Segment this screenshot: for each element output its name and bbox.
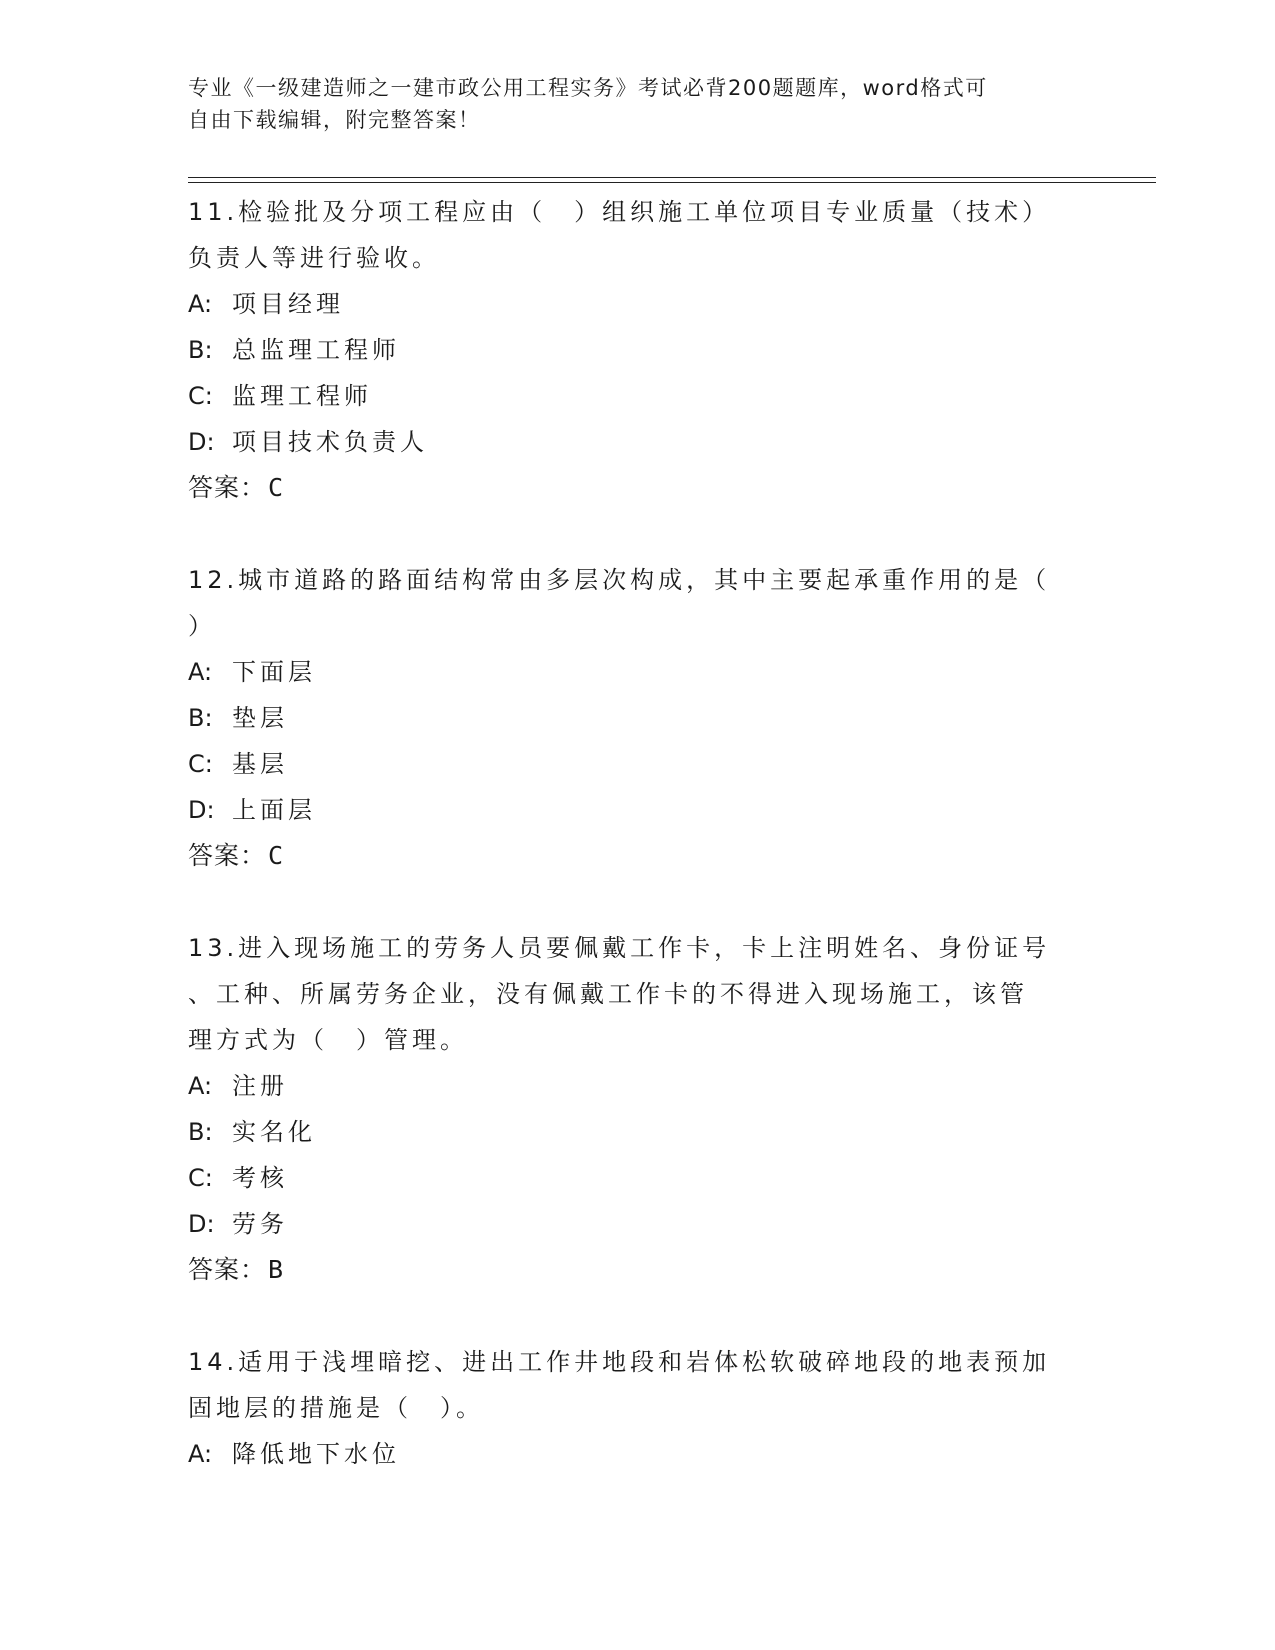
option-a (188, 281, 1088, 327)
option-text: 实名化 (232, 1118, 316, 1146)
option-letter: C: (188, 1164, 213, 1192)
option-letter: B: (188, 704, 213, 732)
option-letter: A: (188, 290, 213, 318)
option-d (188, 1201, 1088, 1247)
question-spacer (188, 1293, 1088, 1339)
question-text-line: 12.城市道路的路面结构常由多层次构成，其中主要起承重作用的是（ (188, 566, 1051, 594)
option-letter: B: (188, 336, 213, 364)
option-text: 项目技术负责人 (232, 428, 428, 456)
question-text-line: 、工种、所属劳务企业，没有佩戴工作卡的不得进入现场施工，该管 (188, 980, 1028, 1008)
option-c (188, 373, 1088, 419)
question-13 (188, 925, 1088, 1293)
answer-value: C (268, 473, 285, 502)
option-text: 上面层 (232, 796, 316, 824)
option-b (188, 327, 1088, 373)
option-d (188, 787, 1088, 833)
option-letter: D: (188, 1210, 215, 1238)
option-letter: D: (188, 796, 215, 824)
option-text: 基层 (232, 750, 288, 778)
option-letter: B: (188, 1118, 213, 1146)
answer-label: 答案： (188, 841, 267, 870)
question-spacer (188, 511, 1088, 557)
header-line-1: 专业《一级建造师之一建市政公用工程实务》考试必背200题题库，word格式可 (188, 76, 988, 100)
option-letter: A: (188, 1440, 213, 1468)
header-divider-top (188, 177, 1156, 178)
question-text-line: 13.进入现场施工的劳务人员要佩戴工作卡，卡上注明姓名、身份证号 (188, 934, 1051, 962)
document-header (188, 72, 1088, 136)
option-text: 监理工程师 (232, 382, 372, 410)
option-a (188, 649, 1088, 695)
option-d (188, 419, 1088, 465)
question-12 (188, 557, 1088, 879)
header-line-2: 自由下载编辑，附完整答案！ (188, 108, 481, 132)
answer-value: B (268, 1255, 285, 1284)
question-14 (188, 1339, 1088, 1477)
option-text: 注册 (232, 1072, 288, 1100)
question-spacer (188, 879, 1088, 925)
option-letter: C: (188, 382, 213, 410)
answer-value: C (268, 841, 285, 870)
option-b (188, 1109, 1088, 1155)
option-text: 垫层 (232, 704, 288, 732)
answer-label: 答案： (188, 1255, 267, 1284)
question-11 (188, 189, 1088, 511)
question-list (188, 189, 1088, 1477)
option-text: 劳务 (232, 1210, 288, 1238)
option-b (188, 695, 1088, 741)
option-text: 总监理工程师 (232, 336, 400, 364)
option-c (188, 741, 1088, 787)
question-text-line: 理方式为（ ）管理。 (188, 1026, 468, 1054)
option-text: 考核 (232, 1164, 288, 1192)
answer (188, 465, 1088, 511)
option-letter: A: (188, 1072, 213, 1100)
option-a (188, 1431, 1088, 1477)
option-letter: A: (188, 658, 213, 686)
question-text-line: 14.适用于浅埋暗挖、进出工作井地段和岩体松软破碎地段的地表预加 (188, 1348, 1051, 1376)
option-letter: D: (188, 428, 215, 456)
question-text-line: 11.检验批及分项工程应由（ ）组织施工单位项目专业质量（技术） (188, 198, 1051, 226)
question-text-line: ） (188, 612, 216, 640)
question-text-line: 固地层的措施是（ ）。 (188, 1394, 484, 1422)
question-text-line: 负责人等进行验收。 (188, 244, 440, 272)
option-text: 降低地下水位 (232, 1440, 400, 1468)
option-c (188, 1155, 1088, 1201)
header-divider-bottom (188, 182, 1156, 183)
answer-label: 答案： (188, 473, 267, 502)
option-a (188, 1063, 1088, 1109)
answer (188, 833, 1088, 879)
answer (188, 1247, 1088, 1293)
option-letter: C: (188, 750, 213, 778)
option-text: 项目经理 (232, 290, 344, 318)
option-text: 下面层 (232, 658, 316, 686)
